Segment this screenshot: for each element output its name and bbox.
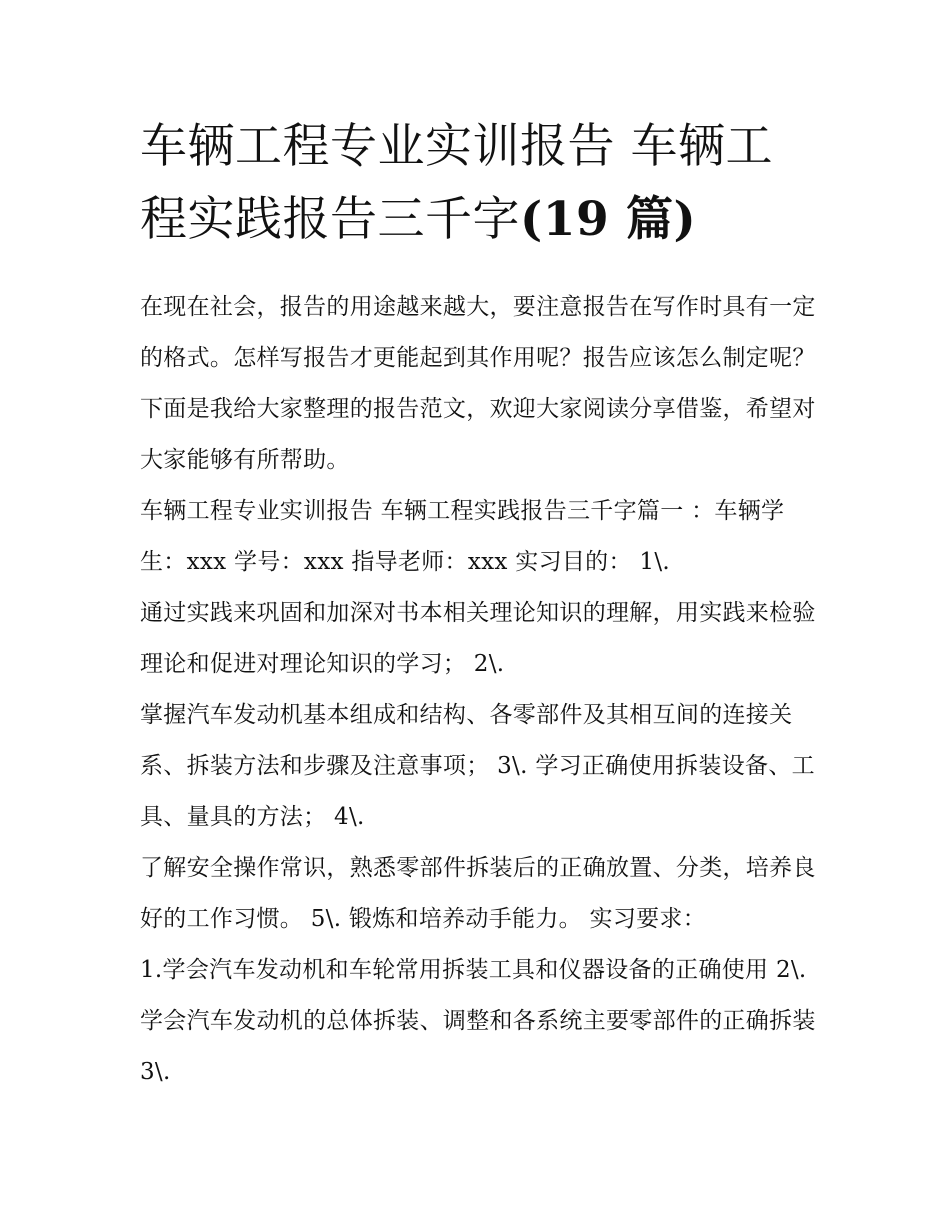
document-page bbox=[140, 110, 820, 1098]
paragraph-article-heading: 车辆工程专业实训报告 车辆工程实践报告三千字篇一 ：车辆学生：xxx 学号：xxx 指导老师：xxx 实习目的： 1\. bbox=[140, 498, 785, 575]
document-title-count: (19 篇) bbox=[520, 192, 697, 247]
paragraph-intro: 在现在社会，报告的用途越来越大，要注意报告在写作时具有一定的格式。怎样写报告才更能起到其作用呢？报告应该怎么制定呢？下面是我给大家整理的报告范文，欢迎大家阅读分享借鉴，希望对大家能够有所帮助。 bbox=[140, 294, 816, 473]
paragraph-objective-4-5: 了解安全操作常识，熟悉零部件拆装后的正确放置、分类，培养良好的工作习惯。 5\. 锻炼和培养动手能力。 实习要求： bbox=[140, 855, 816, 932]
document-title bbox=[140, 110, 820, 256]
paragraph-requirements: 1.学会汽车发动机和车轮常用拆装工具和仪器设备的正确使用 2\. 学会汽车发动机的总体拆装、调整和各系统主要零部件的正确拆装 3\. bbox=[140, 957, 816, 1085]
paragraph-objective-1: 通过实践来巩固和加深对书本相关理论知识的理解，用实践来检验理论和促进对理论知识的学习； 2\. bbox=[140, 600, 816, 677]
document-title-text: 车辆工程专业实训报告 车辆工程实践报告三千字 bbox=[140, 119, 773, 247]
document-body bbox=[140, 282, 820, 1098]
paragraph-objective-2-3: 掌握汽车发动机基本组成和结构、各零部件及其相互间的连接关系、拆装方法和步骤及注意事项； 3\. 学习正确使用拆装设备、工具、量具的方法； 4\. bbox=[140, 702, 815, 830]
